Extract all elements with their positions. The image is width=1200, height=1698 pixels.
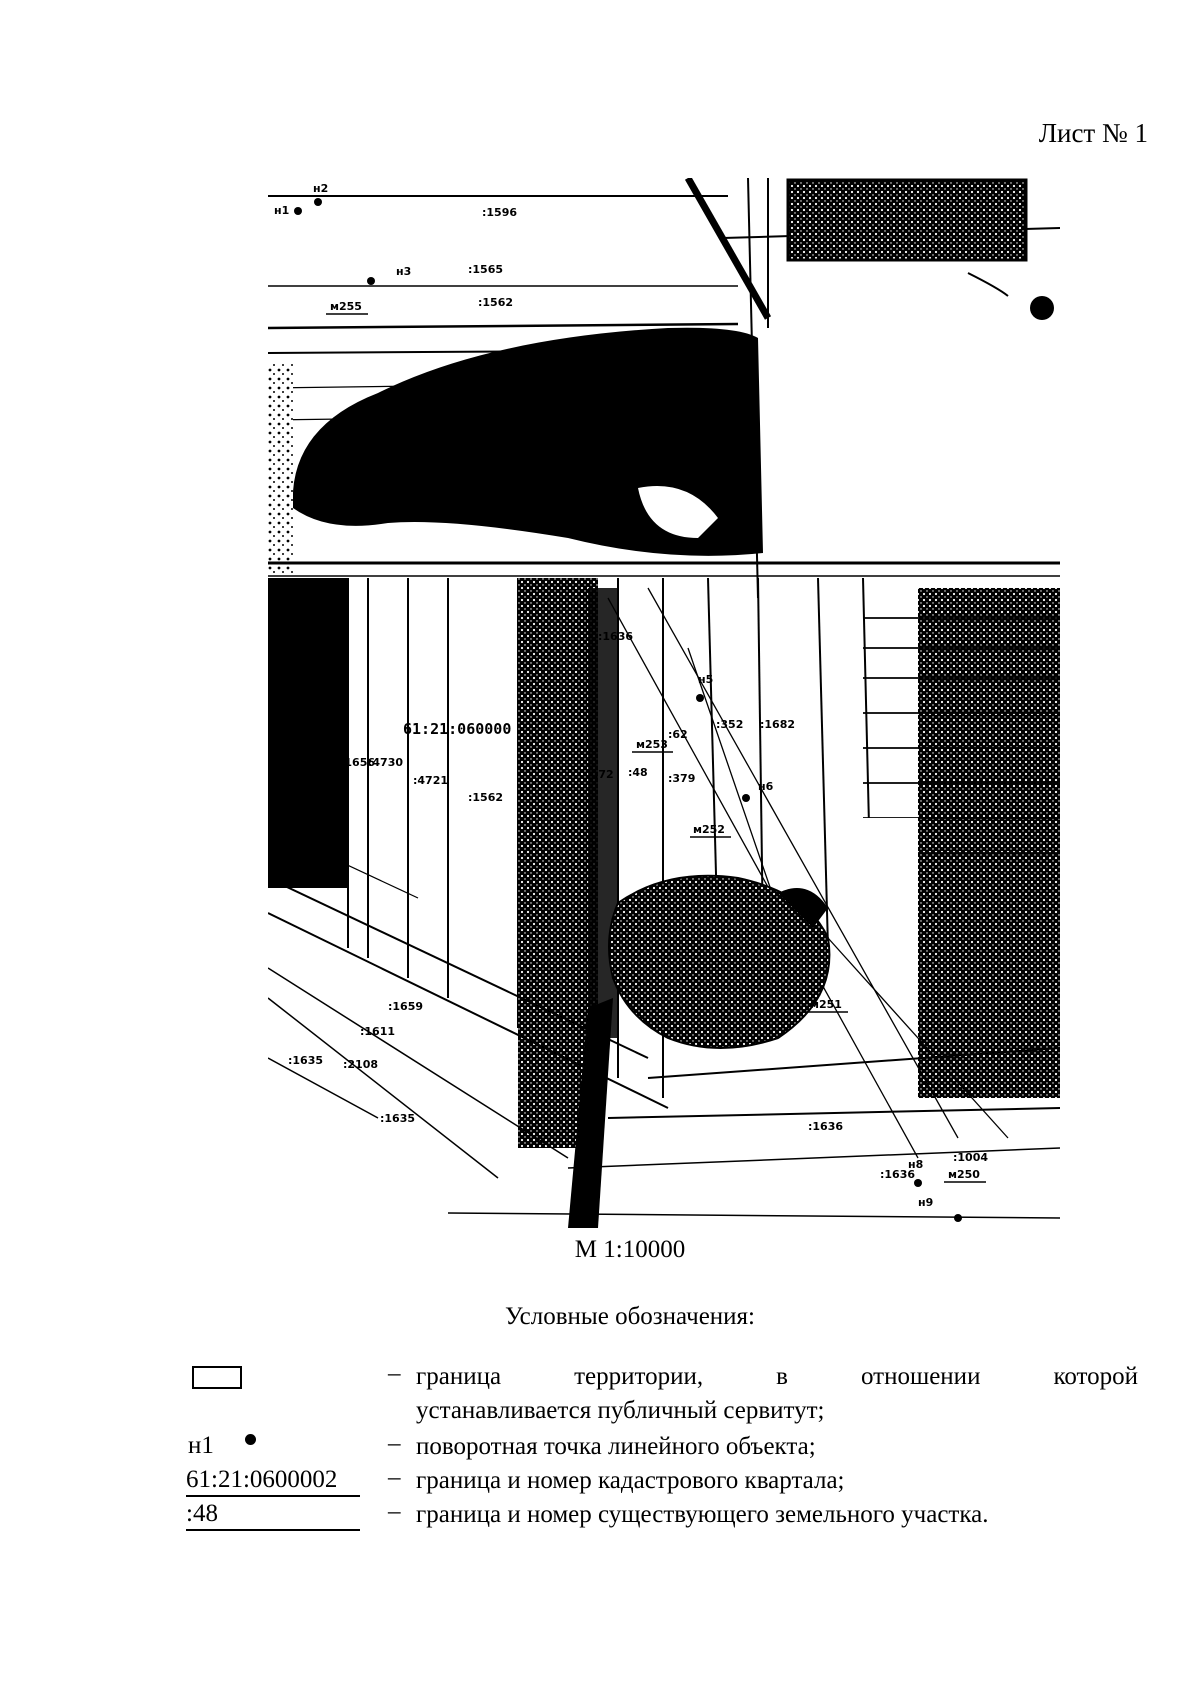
hatched-area-right [918, 588, 1060, 1098]
turning-point-n9 [954, 1214, 962, 1222]
boundary-label: м252 [693, 823, 725, 836]
point-label: н5 [698, 673, 714, 686]
turning-point-n1 [294, 207, 302, 215]
parcel-label: :1636 [598, 630, 634, 643]
parcel-label: :1611 [360, 1025, 396, 1038]
parcel-label: :1636 [880, 1168, 916, 1181]
parcel-label: :4721 [413, 774, 449, 787]
parcel-label: :48 [628, 766, 648, 779]
map-scale: М 1:10000 [574, 1236, 686, 1263]
turning-point-n5 [696, 694, 704, 702]
parcel-label: :1635 [288, 1054, 324, 1067]
point-label: н8 [908, 1158, 924, 1171]
turning-point-dot-icon [245, 1434, 256, 1445]
legend-text: устанавливается публичный сервитут; [416, 1397, 825, 1424]
legend-text: граница территории, в отношении которой [416, 1363, 1138, 1390]
legend-dash: – [388, 1498, 401, 1525]
parcel-label: :1596 [482, 206, 518, 219]
legend-dash: – [388, 1430, 401, 1457]
parcel-label: :1659 [388, 1000, 424, 1013]
point-label: н6 [758, 780, 774, 793]
turning-point-n6 [742, 794, 750, 802]
boundary-label: м250 [948, 1168, 980, 1181]
parcel-label: :1565 [468, 263, 504, 276]
legend-text: граница и номер кадастрового квартала; [416, 1467, 845, 1494]
turning-point-n3 [367, 277, 375, 285]
point-label: н3 [396, 265, 412, 278]
boundary-label: м253 [636, 738, 668, 751]
land-parcel-symbol: :48 [186, 1499, 360, 1531]
parcel-label: :1562 [468, 791, 504, 804]
point-label: н9 [918, 1196, 934, 1209]
map-marker [1030, 296, 1054, 320]
boundary-label: м251 [810, 998, 842, 1011]
parcel-label: :72 [594, 768, 614, 781]
parcel-label: :1562 [478, 296, 514, 309]
parcel-label: :1004 [953, 1151, 989, 1164]
point-label: н1 [274, 204, 290, 217]
legend-title: Условные обозначения: [504, 1303, 756, 1330]
point-label: н2 [313, 182, 329, 195]
cadastral-quarter-label: 61:21:060000 [403, 720, 512, 738]
parcel-label: :2108 [343, 1058, 379, 1071]
dark-column-left [268, 578, 348, 888]
parcel-label: :379 [668, 772, 696, 785]
parcel-label: :1656 [340, 756, 376, 769]
cadastral-map [268, 178, 1060, 1233]
servitude-boundary-symbol [192, 1366, 242, 1389]
boundary-label: м255 [330, 300, 362, 313]
turning-point-n2 [314, 198, 322, 206]
parcel-label: :62 [668, 728, 688, 741]
legend-dash: – [388, 1464, 401, 1491]
legend-text: поворотная точка линейного объекта; [416, 1433, 816, 1460]
parcel-label: :1682 [760, 718, 796, 731]
parcel-label: :1636 [808, 1120, 844, 1133]
turning-point-n8 [914, 1179, 922, 1187]
sheet-number: Лист № 1 [1038, 118, 1148, 148]
legend-text: граница и номер существующего земельного участка. [416, 1501, 989, 1528]
parcel-label: :1635 [380, 1112, 416, 1125]
hatched-area-top-right [788, 180, 1026, 260]
parcel-label: :4730 [368, 756, 404, 769]
cadastral-quarter-symbol: 61:21:0600002 [186, 1465, 360, 1497]
legend-dash: – [388, 1360, 401, 1387]
turning-point-symbol-label: н1 [188, 1432, 214, 1459]
parcel-label: :352 [716, 718, 744, 731]
